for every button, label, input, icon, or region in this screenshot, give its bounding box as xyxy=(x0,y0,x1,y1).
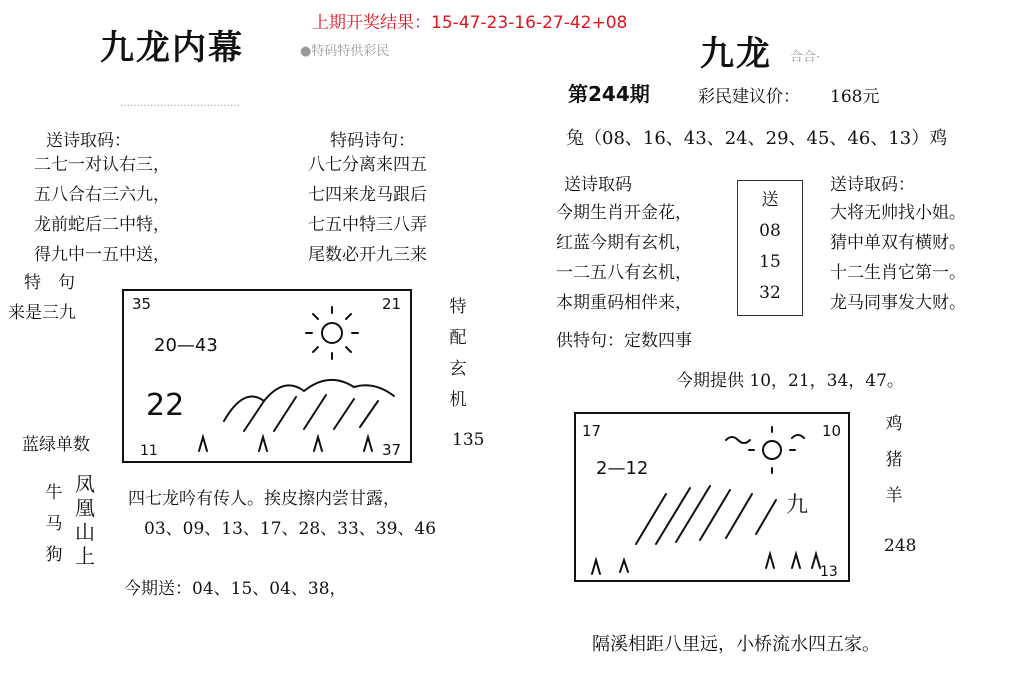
feng-huang-char: 凤 xyxy=(75,472,95,496)
te-ju-label: 特 句 xyxy=(24,273,75,293)
send-box-label: 送 xyxy=(761,190,779,210)
side-char: 玄 xyxy=(449,359,467,379)
zodiac-line: 兔（08、16、43、24、29、45、46、13）鸡 xyxy=(566,128,948,149)
price-value: 168元 xyxy=(830,87,880,107)
right-poem-left-line: 一二五八有玄机， xyxy=(556,263,692,283)
bottom-poem: 隔溪相距八里远，小桥流水四五家。 xyxy=(592,634,880,655)
right-side-vertical xyxy=(882,406,906,514)
right-poem-right-line: 龙马同事发大财。 xyxy=(830,293,966,313)
sketch-num-35: 35 xyxy=(132,295,152,313)
right-poem-left-line: 本期重码相伴来， xyxy=(556,293,692,313)
sketch-jiu: 九 xyxy=(786,493,809,518)
left-today-send: 今期送：04、15、04、38， xyxy=(124,579,347,599)
feng-huang-char: 山 xyxy=(75,520,95,544)
poem-b-lines xyxy=(308,150,427,270)
right-poem-right-header: 送诗取码： xyxy=(830,175,915,195)
grass-sketch xyxy=(199,437,372,451)
left-title: 九龙内幕 xyxy=(100,28,244,68)
feng-huang-char: 上 xyxy=(75,544,95,568)
sketch-num-17: 17 xyxy=(582,422,602,440)
right-title-faint: 合合· xyxy=(790,50,821,65)
sketch-num-13: 13 xyxy=(820,564,838,580)
last-result-banner: 上期开奖结果：15-47-23-16-27-42+08 xyxy=(312,13,628,33)
lai-shi-san-jiu: 来是三九 xyxy=(8,303,76,323)
poem-b-line: 八七分离来四五 xyxy=(308,155,427,175)
animal-char: 牛 xyxy=(45,483,63,503)
left-side-number: 135 xyxy=(452,430,485,450)
price-label: 彩民建议价： xyxy=(698,87,800,107)
right-poem-left-lines xyxy=(556,198,692,318)
side-animal: 鸡 xyxy=(885,414,903,434)
left-faint-line: ……………………………… xyxy=(120,98,240,109)
left-sketch-drawing xyxy=(124,291,410,461)
sketch-num-22: 22 xyxy=(146,388,185,423)
animal-char: 马 xyxy=(45,514,63,534)
poem-b-header: 特码诗句： xyxy=(330,131,415,151)
poem-a-lines xyxy=(34,150,170,270)
side-char: 特 xyxy=(449,297,467,317)
left-subtitle: ●特码特供彩民 xyxy=(300,44,390,59)
side-animal: 羊 xyxy=(885,486,903,506)
sun-sketch xyxy=(306,307,358,359)
gong-te-ju: 供特句：定数四事 xyxy=(556,331,692,351)
poem-b-line: 尾数必开九三来 xyxy=(308,245,427,265)
send-box-number: 08 xyxy=(759,221,781,241)
right-poem-right-line: 大将无帅找小姐。 xyxy=(830,203,966,223)
right-title: 九龙 xyxy=(700,34,772,74)
right-poem-right-lines xyxy=(830,198,966,318)
issue-number: 第244期 xyxy=(568,82,650,106)
poem-a-line: 得九中一五中送， xyxy=(34,245,170,265)
sketch-num-21: 21 xyxy=(382,295,402,313)
left-verse-line: 四七龙吟有传人。挨皮擦内尝甘露， xyxy=(128,489,400,509)
feng-huang-char: 凰 xyxy=(75,496,95,520)
poem-a-line: 二七一对认右三， xyxy=(34,155,170,175)
right-sketch-drawing xyxy=(576,414,848,580)
lan-lv-dan-shu: 蓝绿单数 xyxy=(22,435,90,455)
poem-a-line: 五八合右三六九， xyxy=(34,185,170,205)
right-poem-left-line: 今期生肖开金花， xyxy=(556,203,692,223)
sketch-arrow-text: 20—43 xyxy=(154,335,218,356)
rain-sketch xyxy=(244,395,378,431)
grass-sketch-right xyxy=(592,554,820,574)
left-animals xyxy=(42,478,66,571)
rain-sketch-right xyxy=(636,486,776,544)
send-numbers-box xyxy=(737,180,803,316)
right-poem-right-line: 猜中单双有横财。 xyxy=(830,233,966,253)
send-box-number: 15 xyxy=(759,252,781,272)
poem-b-line: 七四来龙马跟后 xyxy=(308,185,427,205)
side-char: 机 xyxy=(449,390,467,410)
send-box-number: 32 xyxy=(759,283,781,303)
sketch-num-10: 10 xyxy=(822,422,842,440)
side-animal: 猪 xyxy=(885,450,903,470)
provide-numbers: 今期提供 10，21，34，47。 xyxy=(676,371,904,391)
right-poem-left-header: 送诗取码 xyxy=(564,175,632,195)
poem-a-header: 送诗取码： xyxy=(46,131,131,151)
send-numbers-column xyxy=(738,181,802,309)
right-sketch-box xyxy=(574,412,850,582)
animal-char: 狗 xyxy=(45,545,63,565)
left-side-vertical xyxy=(446,292,470,416)
sun-sketch-right xyxy=(726,427,804,473)
sketch-num-11: 11 xyxy=(140,443,158,459)
poem-b-line: 七五中特三八弄 xyxy=(308,215,427,235)
right-poem-right-line: 十二生肖它第一。 xyxy=(830,263,966,283)
feng-huang-column xyxy=(72,472,98,568)
sketch-num-37: 37 xyxy=(382,441,402,459)
right-poem-left-line: 红蓝今期有玄机， xyxy=(556,233,692,253)
right-side-number: 248 xyxy=(884,536,917,556)
side-char: 配 xyxy=(449,328,467,348)
left-sketch-box xyxy=(122,289,412,463)
poem-a-line: 龙前蛇后二中特， xyxy=(34,215,170,235)
sketch-arrow-text-right: 2—12 xyxy=(596,458,649,479)
left-number-line: 03、09、13、17、28、33、39、46 xyxy=(144,519,437,539)
